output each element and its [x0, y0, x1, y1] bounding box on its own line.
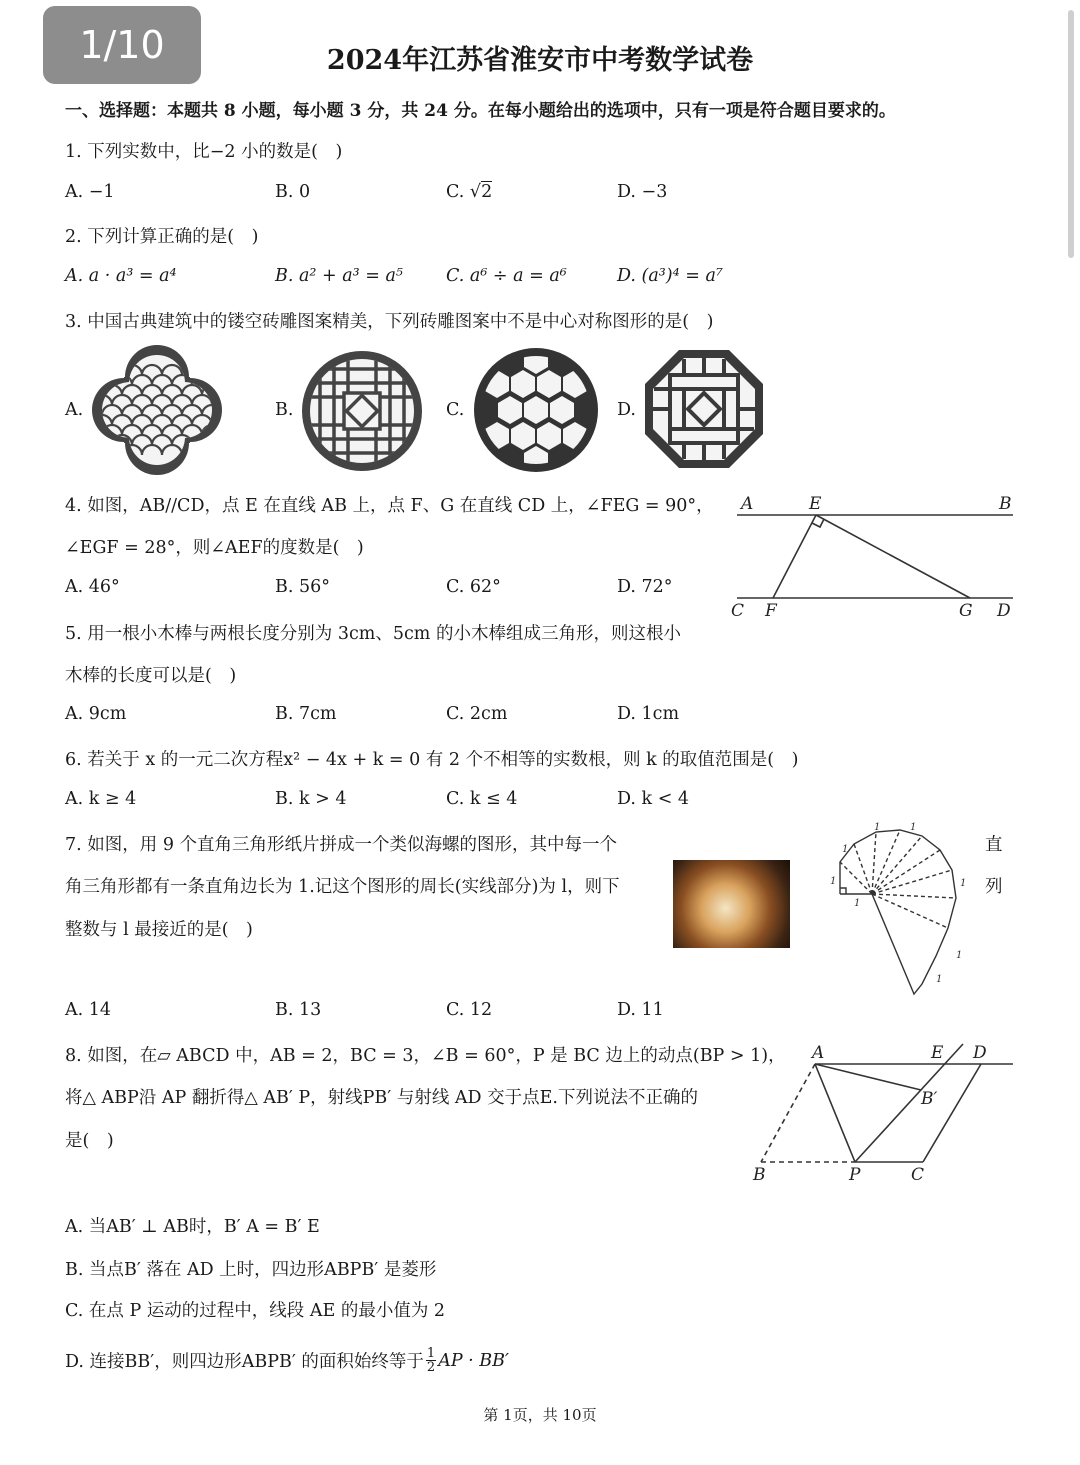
q6-option-b: B. k > 4 [275, 789, 347, 809]
q8-stem-line3: 是( ) [65, 1131, 114, 1151]
q3-option-b: B. [275, 400, 294, 420]
q4-option-b: B. 56° [275, 577, 331, 597]
q6-option-c: C. k ≤ 4 [446, 789, 518, 809]
q8-stem-line2: 将△ ABP沿 AP 翻折得△ AB′ P，射线PB′ 与射线 AD 交于点E.下列说法不正确的 [65, 1088, 698, 1108]
q7-side-label: 1 [842, 844, 849, 855]
q2-option-d: D. (a³)⁴ = a⁷ [617, 266, 723, 286]
q7-cut-char-1: 直 [985, 835, 1003, 855]
q6-option-a: A. k ≥ 4 [65, 789, 137, 809]
q8-stem-line1: 8. 如图，在▱ ABCD 中，AB = 2，BC = 3，∠B = 60°，P 是 BC 边上的动点(BP > 1)， [65, 1046, 786, 1066]
q8-label-a: A [812, 1043, 825, 1063]
pattern-octagon-lattice-icon [644, 349, 764, 469]
q4-option-d: D. 72° [617, 577, 673, 597]
q7-option-a: A. 14 [65, 1000, 112, 1020]
q1-option-d: D. −3 [617, 182, 668, 202]
q8-label-b-prime: B′ [921, 1089, 938, 1109]
q7-side-label: 1 [956, 950, 963, 961]
q1-option-a: A. −1 [65, 182, 115, 202]
q7-option-c: C. 12 [446, 1000, 493, 1020]
q1-option-c-prefix: C. [446, 182, 470, 202]
q4-parallel-lines-figure [725, 490, 1025, 620]
q8-label-b: B [753, 1165, 766, 1185]
q4-label-b: B [999, 494, 1012, 514]
q4-stem-line2: ∠EGF = 28°，则∠AEF的度数是( ) [65, 538, 364, 558]
q4-stem-line1: 4. 如图，AB//CD，点 E 在直线 AB 上，点 F、G 在直线 CD 上，∠FEG = 90°， [65, 496, 714, 516]
q6-option-d: D. k < 4 [617, 789, 690, 809]
q1-stem: 1. 下列实数中，比−2 小的数是( ) [65, 142, 343, 162]
q4-label-g: G [959, 601, 973, 620]
q8-option-a: A. 当AB′ ⊥ AB时，B′ A = B′ E [65, 1217, 320, 1237]
q7-option-d: D. 11 [617, 1000, 664, 1020]
page-footer: 第 1页，共 10页 [483, 1406, 597, 1424]
pattern-circle-hexagon-icon [473, 347, 599, 473]
pattern-circle-lattice-icon [300, 349, 424, 473]
pattern-quatrefoil-icon [92, 345, 222, 475]
q8-label-p: P [849, 1165, 861, 1185]
q8-label-e: E [931, 1043, 944, 1063]
q7-stem-line3: 整数与 l 最接近的是( ) [65, 920, 253, 940]
q8-option-d-suffix: AP · BB′ [438, 1350, 509, 1371]
q7-cut-char-2: 列 [985, 877, 1003, 897]
q1-option-b: B. 0 [275, 182, 311, 202]
q3-option-d: D. [617, 400, 636, 420]
q7-side-label: 1 [854, 898, 861, 909]
q3-stem: 3. 中国古典建筑中的镂空砖雕图案精美，下列砖雕图案中不是中心对称图形的是( ) [65, 312, 714, 332]
q5-option-a: A. 9cm [65, 704, 127, 724]
q4-option-a: A. 46° [65, 577, 120, 597]
q1-option-c [446, 182, 492, 202]
q5-option-c: C. 2cm [446, 704, 508, 724]
q1-option-c-radicand: 2 [481, 182, 493, 202]
q7-side-label: 1 [874, 822, 881, 833]
q7-side-label: 1 [936, 974, 943, 985]
fraction-numerator: 1 [426, 1346, 436, 1361]
q8-option-d [65, 1347, 509, 1374]
q7-side-label: 1 [960, 878, 967, 889]
q7-spiral-triangles-figure [822, 822, 972, 1000]
q8-label-c: C [911, 1165, 925, 1185]
q8-parallelogram-figure [745, 1040, 1020, 1190]
q8-label-d: D [973, 1043, 987, 1063]
q2-option-c: C. a⁶ ÷ a = a⁶ [446, 266, 567, 286]
q8-option-b: B. 当点B′ 落在 AD 上时，四边形ABPB′ 是菱形 [65, 1260, 437, 1280]
q4-label-c: C [731, 601, 745, 620]
q5-stem-line2: 木棒的长度可以是( ) [65, 666, 237, 686]
q4-label-d: D [997, 601, 1011, 620]
q5-stem-line1: 5. 用一根小木棒与两根长度分别为 3cm、5cm 的小木棒组成三角形，则这根小 [65, 624, 681, 644]
q2-stem: 2. 下列计算正确的是( ) [65, 227, 259, 247]
q5-option-d: D. 1cm [617, 704, 680, 724]
q5-option-b: B. 7cm [275, 704, 337, 724]
q8-option-c: C. 在点 P 运动的过程中，线段 AE 的最小值为 2 [65, 1301, 446, 1321]
exam-title: 2024年江苏省淮安市中考数学试卷 [326, 45, 754, 76]
q7-option-b: B. 13 [275, 1000, 322, 1020]
q4-option-c: C. 62° [446, 577, 501, 597]
q3-option-c: C. [446, 400, 465, 420]
fraction-one-half [426, 1347, 436, 1374]
q2-option-b: B. a² + a³ = a⁵ [275, 266, 403, 286]
q4-label-f: F [765, 601, 777, 620]
q7-side-label: 1 [830, 876, 837, 887]
q7-stem-line2: 角三角形都有一条直角边长为 1.记这个图形的周长(实线部分)为 l，则下 [65, 877, 620, 897]
q2-option-a: A. a · a³ = a⁴ [65, 266, 177, 286]
nautilus-shell-photo [673, 860, 790, 948]
fraction-denominator: 2 [426, 1360, 436, 1375]
sqrt-sign: √ [469, 182, 482, 202]
q3-option-a: A. [65, 400, 84, 420]
page-indicator-badge: 1/10 [43, 6, 201, 84]
q7-stem-line1: 7. 如图，用 9 个直角三角形纸片拼成一个类似海螺的图形，其中每一个 [65, 835, 618, 855]
q7-side-label: 1 [910, 822, 917, 833]
q8-option-d-prefix: D. 连接BB′，则四边形ABPB′ 的面积始终等于 [65, 1352, 424, 1372]
q4-label-a: A [741, 494, 754, 514]
q4-label-e: E [809, 494, 822, 514]
q6-stem: 6. 若关于 x 的一元二次方程x² − 4x + k = 0 有 2 个不相等的实数根，则 k 的取值范围是( ) [65, 750, 799, 770]
section-heading: 一、选择题：本题共 8 小题，每小题 3 分，共 24 分。在每小题给出的选项中，只有一项是符合题目要求的。 [65, 101, 896, 121]
